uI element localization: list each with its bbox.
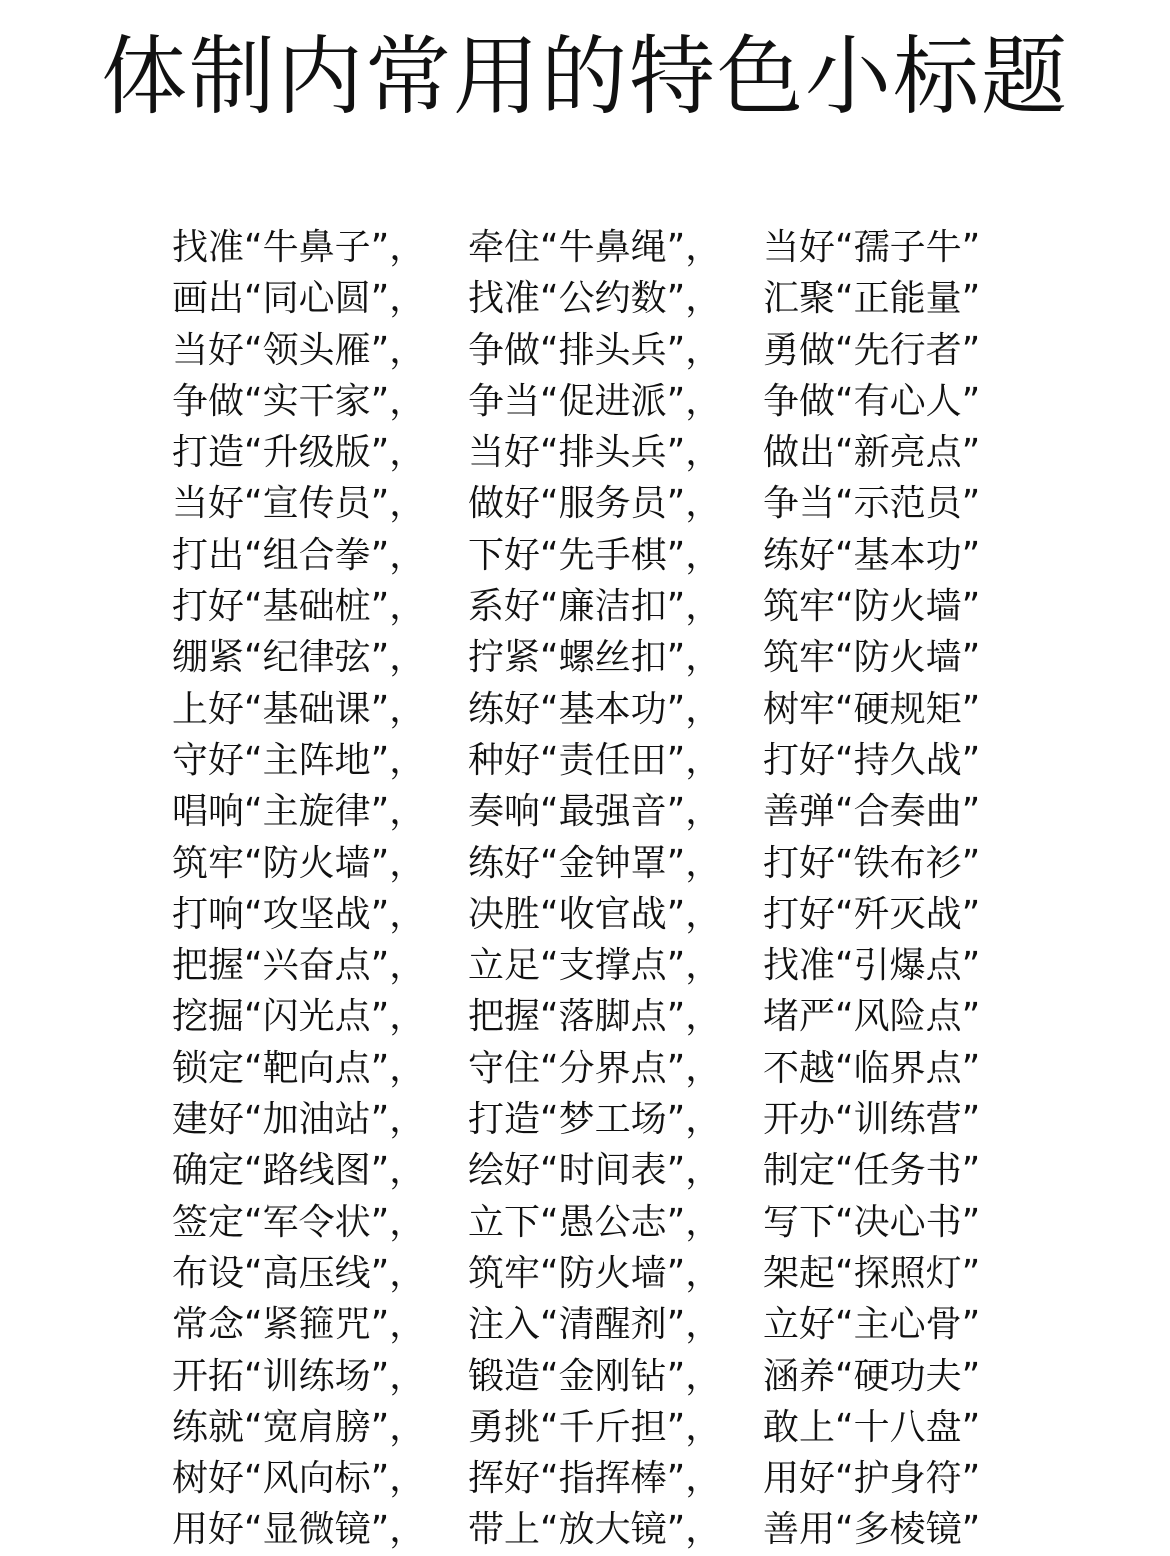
phrase-item: 常念“紧箍咒”， [172,1304,426,1346]
phrase-item: 锁定“靶向点”， [172,1047,426,1089]
phrase-item: 守好“主阵地”， [172,739,426,781]
phrase-item: 绷紧“纪律弦”， [172,637,426,679]
phrase-item: 打好“歼灭战” [763,893,981,935]
phrase-item: 不越“临界点” [763,1047,981,1089]
phrase-item: 练好“金钟罩”， [468,842,722,884]
phrase-item: 当好“排头兵”， [468,432,722,474]
phrase-item: 争做“有心人” [763,380,981,422]
phrase-item: 布设“高压线”， [172,1252,426,1294]
phrase-item: 注入“清醒剂”， [468,1304,722,1346]
phrase-item: 练好“基本功”， [468,688,722,730]
phrase-item: 立下“愚公志”， [468,1201,722,1243]
phrase-item: 下好“先手棋”， [468,534,722,576]
phrase-item: 奏响“最强音”， [468,791,722,833]
phrase-item: 签定“军令状”， [172,1201,426,1243]
phrase-item: 开拓“训练场”， [172,1355,426,1397]
phrase-item: 汇聚“正能量” [763,278,981,320]
phrase-item: 堵严“风险点” [763,996,981,1038]
phrase-item: 建好“加油站”， [172,1099,426,1141]
phrase-item: 系好“廉洁扣”， [468,586,722,628]
phrase-item: 涵养“硬功夫” [763,1355,981,1397]
phrase-item: 当好“领头雁”， [172,329,426,371]
phrase-item: 练好“基本功” [763,534,981,576]
phrase-item: 当好“孺子牛” [763,227,981,268]
phrase-item: 敢上“十八盘” [763,1406,981,1448]
phrase-column-2 [468,222,721,1556]
phrase-item: 架起“探照灯” [763,1252,981,1294]
phrase-item: 把握“兴奋点”， [172,945,426,987]
phrase-item: 做好“服务员”， [468,483,722,525]
phrase-item: 筑牢“防火墙”， [468,1252,722,1294]
phrase-item: 画出“同心圆”， [172,278,426,320]
phrase-item: 勇做“先行者” [763,329,981,371]
phrase-item: 打造“升级版”， [172,432,426,474]
phrase-item: 树好“风向标”， [172,1458,426,1500]
phrase-item: 找准“公约数”， [468,278,722,320]
phrase-item: 用好“护身符” [763,1458,981,1500]
phrase-item: 上好“基础课”， [172,688,426,730]
phrase-column-1 [172,222,425,1556]
phrase-item: 制定“任务书” [763,1150,981,1192]
phrase-item: 把握“落脚点”， [468,996,722,1038]
phrase-item: 牵住“牛鼻绳”， [468,227,722,268]
phrase-item: 打好“持久战” [763,739,981,781]
phrase-item: 确定“路线图”， [172,1150,426,1192]
phrase-item: 找准“牛鼻子”， [172,227,426,268]
phrase-item: 做出“新亮点” [763,432,981,474]
phrase-item: 争当“促进派”， [468,380,722,422]
phrase-item: 打好“基础桩”， [172,586,426,628]
phrase-item: 当好“宣传员”， [172,483,426,525]
phrase-item: 打响“攻坚战”， [172,893,426,935]
phrase-item: 用好“显微镜”， [172,1509,426,1551]
phrase-item: 绘好“时间表”， [468,1150,722,1192]
phrase-item: 筑牢“防火墙” [763,637,981,679]
phrase-item: 决胜“收官战”， [468,893,722,935]
page-title: 体制内常用的特色小标题 [101,27,1069,127]
phrase-item: 写下“决心书” [763,1201,981,1243]
phrase-item: 锻造“金刚钻”， [468,1355,722,1397]
phrase-item: 挥好“指挥棒”， [468,1458,722,1500]
phrase-item: 立足“支撑点”， [468,945,722,987]
phrase-item: 守住“分界点”， [468,1047,722,1089]
phrase-item: 打好“铁布衫” [763,842,981,884]
phrase-item: 开办“训练营” [763,1099,981,1141]
phrase-item: 种好“责任田”， [468,739,722,781]
phrase-item: 挖掘“闪光点”， [172,996,426,1038]
phrase-item: 练就“宽肩膀”， [172,1406,426,1448]
phrase-item: 立好“主心骨” [763,1304,981,1346]
phrase-item: 树牢“硬规矩” [763,688,981,730]
phrase-item: 善弹“合奏曲” [763,791,981,833]
phrase-item: 拧紧“螺丝扣”， [468,637,722,679]
phrase-item: 善用“多棱镜” [763,1509,981,1551]
phrase-item: 带上“放大镜”， [468,1509,722,1551]
phrase-column-3 [763,222,980,1556]
phrase-item: 找准“引爆点” [763,945,981,987]
phrase-item: 争做“排头兵”， [468,329,722,371]
phrase-item: 打出“组合拳”， [172,534,426,576]
phrase-item: 筑牢“防火墙” [763,586,981,628]
phrase-item: 争做“实干家”， [172,380,426,422]
phrase-item: 勇挑“千斤担”， [468,1406,722,1448]
phrase-item: 争当“示范员” [763,483,981,525]
phrase-item: 打造“梦工场”， [468,1099,722,1141]
phrase-item: 唱响“主旋律”， [172,791,426,833]
phrase-item: 筑牢“防火墙”， [172,842,426,884]
